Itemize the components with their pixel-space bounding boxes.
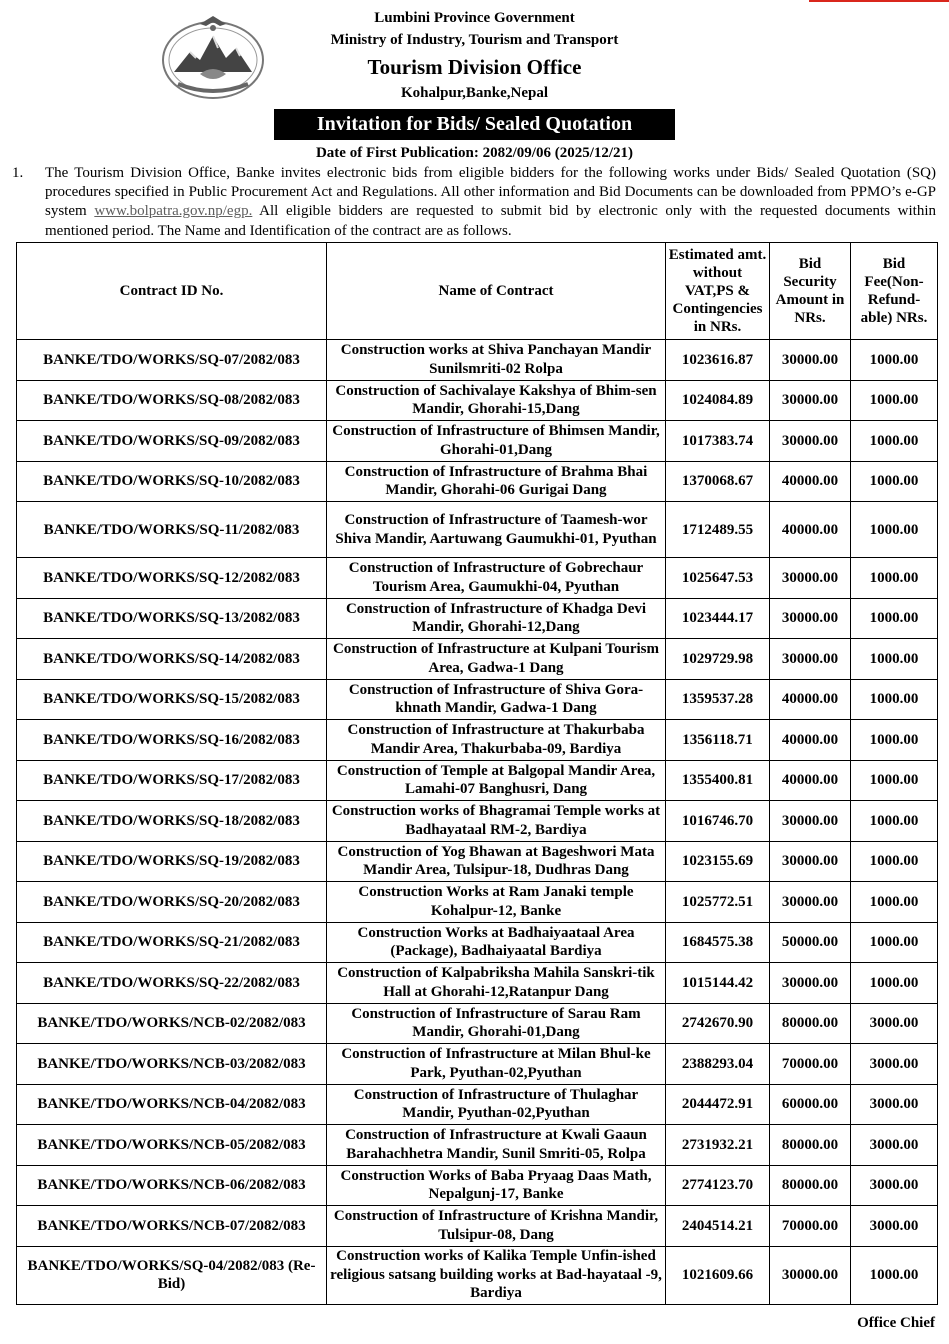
estimated-amount: 1015144.42 bbox=[666, 963, 770, 1004]
contract-name: Construction of Infrastructure of Khadga Devi Mandir, Ghorahi-12,Dang bbox=[327, 598, 666, 639]
header-bid-security: Bid Security Amount in NRs. bbox=[770, 243, 851, 340]
bid-fee: 1000.00 bbox=[851, 502, 938, 558]
intro-text-end: All eligible bidders are requested to submit bid by electronic only with the requested documents within mentioned period. The Name and Identification of the contract are as follows. bbox=[45, 203, 937, 239]
contract-id: BANKE/TDO/WORKS/SQ-19/2082/083 bbox=[17, 841, 327, 882]
estimated-amount: 1023444.17 bbox=[666, 598, 770, 639]
table-row bbox=[17, 1246, 938, 1304]
contract-name: Construction of Infrastructure of Taamesh-wor Shiva Mandir, Aartuwang Gaumukhi-01, Pyuthan bbox=[327, 502, 666, 558]
contract-name: Construction Works at Badhaiyaataal Area (Package), Badhaiyaatal Bardiya bbox=[327, 922, 666, 963]
bid-fee: 1000.00 bbox=[851, 679, 938, 720]
office-chief-signature: Office Chief bbox=[857, 1315, 935, 1331]
contract-name: Construction of Infrastructure at Milan Bhul-ke Park, Pyuthan-02,Pyuthan bbox=[327, 1044, 666, 1085]
bid-fee: 1000.00 bbox=[851, 841, 938, 882]
contract-name: Construction of Infrastructure of Shiva Gora-khnath Mandir, Gadwa-1 Dang bbox=[327, 679, 666, 720]
contract-name: Construction of Infrastructure of Bhimsen Mandir, Ghorahi-01,Dang bbox=[327, 421, 666, 462]
contract-name: Construction of Yog Bhawan at Bageshwori Mata Mandir Area, Tulsipur-18, Dudhras Dang bbox=[327, 841, 666, 882]
table-row bbox=[17, 639, 938, 680]
header-contract-name: Name of Contract bbox=[327, 243, 666, 340]
bid-security: 30000.00 bbox=[770, 380, 851, 421]
bid-security: 40000.00 bbox=[770, 760, 851, 801]
bid-security: 80000.00 bbox=[770, 1165, 851, 1206]
bid-security: 30000.00 bbox=[770, 340, 851, 381]
bid-security: 40000.00 bbox=[770, 720, 851, 761]
bid-security: 40000.00 bbox=[770, 461, 851, 502]
bid-security: 80000.00 bbox=[770, 1003, 851, 1044]
paragraph-number: 1. bbox=[12, 165, 24, 181]
contract-name: Construction of Temple at Balgopal Mandir Area, Lamahi-07 Banghusri, Dang bbox=[327, 760, 666, 801]
contract-id: BANKE/TDO/WORKS/SQ-14/2082/083 bbox=[17, 639, 327, 680]
contract-id: BANKE/TDO/WORKS/SQ-21/2082/083 bbox=[17, 922, 327, 963]
contract-name: Construction of Infrastructure at Kulpani Tourism Area, Gadwa-1 Dang bbox=[327, 639, 666, 680]
estimated-amount: 1712489.55 bbox=[666, 502, 770, 558]
bid-fee: 1000.00 bbox=[851, 639, 938, 680]
publication-date: Date of First Publication: 2082/09/06 (2025/12/21) bbox=[315, 145, 634, 161]
bid-fee: 1000.00 bbox=[851, 922, 938, 963]
header-contract-id: Contract ID No. bbox=[17, 243, 327, 340]
estimated-amount: 1017383.74 bbox=[666, 421, 770, 462]
table-row bbox=[17, 1165, 938, 1206]
bid-security: 80000.00 bbox=[770, 1125, 851, 1166]
bid-fee: 3000.00 bbox=[851, 1044, 938, 1085]
egp-link[interactable]: www.bolpatra.gov.np/egp. bbox=[94, 203, 253, 220]
bid-security: 30000.00 bbox=[770, 841, 851, 882]
bid-fee: 1000.00 bbox=[851, 801, 938, 842]
header-bid-fee: Bid Fee(Non-Refund-able) NRs. bbox=[851, 243, 938, 340]
contract-id: BANKE/TDO/WORKS/SQ-07/2082/083 bbox=[17, 340, 327, 381]
estimated-amount: 1016746.70 bbox=[666, 801, 770, 842]
bid-fee: 3000.00 bbox=[851, 1003, 938, 1044]
notice-banner: Invitation for Bids/ Sealed Quotation bbox=[274, 109, 675, 140]
contract-name: Construction of Infrastructure at Thakurbaba Mandir Area, Thakurbaba-09, Bardiya bbox=[327, 720, 666, 761]
contract-name: Construction of Infrastructure at Kwali Gaaun Barahachhetra Mandir, Sunil Smriti-05, Rolpa bbox=[327, 1125, 666, 1166]
contract-name: Construction works of Bhagramai Temple works at Badhayataal RM-2, Bardiya bbox=[327, 801, 666, 842]
contract-id: BANKE/TDO/WORKS/NCB-07/2082/083 bbox=[17, 1206, 327, 1247]
table-header-row bbox=[17, 243, 938, 340]
bid-fee: 1000.00 bbox=[851, 598, 938, 639]
bid-security: 40000.00 bbox=[770, 502, 851, 558]
estimated-amount: 1025647.53 bbox=[666, 558, 770, 599]
contract-id: BANKE/TDO/WORKS/SQ-13/2082/083 bbox=[17, 598, 327, 639]
bid-fee: 1000.00 bbox=[851, 421, 938, 462]
intro-text-start: The Tourism Division Office, Banke invites electronic bids from eligible bidders for the following works under Bids/ Sealed Quotation (SQ) procedures specified in Public Procurement Act and Regulations. All other information and Bid Documents can be downloaded from PPMO’s e-GP system bbox=[45, 165, 936, 220]
bid-security: 30000.00 bbox=[770, 421, 851, 462]
bid-security: 30000.00 bbox=[770, 963, 851, 1004]
bid-fee: 3000.00 bbox=[851, 1206, 938, 1247]
table-row bbox=[17, 421, 938, 462]
contract-id: BANKE/TDO/WORKS/SQ-04/2082/083 (Re-Bid) bbox=[17, 1246, 327, 1304]
bid-security: 60000.00 bbox=[770, 1084, 851, 1125]
contract-id: BANKE/TDO/WORKS/SQ-18/2082/083 bbox=[17, 801, 327, 842]
bid-security: 40000.00 bbox=[770, 679, 851, 720]
bid-security: 70000.00 bbox=[770, 1206, 851, 1247]
estimated-amount: 1023155.69 bbox=[666, 841, 770, 882]
table-row bbox=[17, 963, 938, 1004]
table-row bbox=[17, 598, 938, 639]
office-title: Tourism Division Office bbox=[367, 55, 582, 79]
bid-fee: 1000.00 bbox=[851, 558, 938, 599]
table-row bbox=[17, 1206, 938, 1247]
contract-name: Construction of Infrastructure of Sarau Ram Mandir, Ghorahi-01,Dang bbox=[327, 1003, 666, 1044]
contract-id: BANKE/TDO/WORKS/NCB-06/2082/083 bbox=[17, 1165, 327, 1206]
table-row bbox=[17, 1003, 938, 1044]
contract-name: Construction of Kalpabriksha Mahila Sanskri-tik Hall at Ghorahi-12,Ratanpur Dang bbox=[327, 963, 666, 1004]
top-red-rule bbox=[809, 0, 949, 2]
bid-fee: 3000.00 bbox=[851, 1165, 938, 1206]
contract-name: Construction Works at Ram Janaki temple Kohalpur-12, Banke bbox=[327, 882, 666, 923]
contract-name: Construction of Infrastructure of Gobrechaur Tourism Area, Gaumukhi-04, Pyuthan bbox=[327, 558, 666, 599]
table-row bbox=[17, 841, 938, 882]
bid-security: 30000.00 bbox=[770, 882, 851, 923]
contract-id: BANKE/TDO/WORKS/SQ-08/2082/083 bbox=[17, 380, 327, 421]
office-address: Kohalpur,Banke,Nepal bbox=[401, 85, 548, 101]
contract-id: BANKE/TDO/WORKS/SQ-20/2082/083 bbox=[17, 882, 327, 923]
bid-fee: 3000.00 bbox=[851, 1125, 938, 1166]
bid-security: 30000.00 bbox=[770, 598, 851, 639]
province-government-title: Lumbini Province Government bbox=[374, 10, 575, 26]
header-estimate: Estimated amt. without VAT,PS & Contingencies in NRs. bbox=[666, 243, 770, 340]
contract-id: BANKE/TDO/WORKS/NCB-02/2082/083 bbox=[17, 1003, 327, 1044]
estimated-amount: 2404514.21 bbox=[666, 1206, 770, 1247]
bid-fee: 1000.00 bbox=[851, 340, 938, 381]
contract-name: Construction of Sachivalaye Kakshya of Bhim-sen Mandir, Ghorahi-15,Dang bbox=[327, 380, 666, 421]
bid-security: 30000.00 bbox=[770, 1246, 851, 1304]
contract-name: Construction Works of Baba Pryaag Daas Math, Nepalgunj-17, Banke bbox=[327, 1165, 666, 1206]
bid-fee: 1000.00 bbox=[851, 963, 938, 1004]
estimated-amount: 2731932.21 bbox=[666, 1125, 770, 1166]
bid-security: 30000.00 bbox=[770, 558, 851, 599]
table-row bbox=[17, 922, 938, 963]
table-row bbox=[17, 679, 938, 720]
contracts-table bbox=[16, 242, 938, 1305]
bid-fee: 3000.00 bbox=[851, 1084, 938, 1125]
estimated-amount: 1355400.81 bbox=[666, 760, 770, 801]
contract-id: BANKE/TDO/WORKS/NCB-04/2082/083 bbox=[17, 1084, 327, 1125]
contract-id: BANKE/TDO/WORKS/SQ-10/2082/083 bbox=[17, 461, 327, 502]
table-row bbox=[17, 1044, 938, 1085]
estimated-amount: 1023616.87 bbox=[666, 340, 770, 381]
bid-fee: 1000.00 bbox=[851, 380, 938, 421]
estimated-amount: 1021609.66 bbox=[666, 1246, 770, 1304]
contract-id: BANKE/TDO/WORKS/SQ-09/2082/083 bbox=[17, 421, 327, 462]
table-row bbox=[17, 380, 938, 421]
estimated-amount: 2774123.70 bbox=[666, 1165, 770, 1206]
bid-security: 50000.00 bbox=[770, 922, 851, 963]
contract-name: Construction of Infrastructure of Brahma Bhai Mandir, Ghorahi-06 Gurigai Dang bbox=[327, 461, 666, 502]
contract-id: BANKE/TDO/WORKS/SQ-16/2082/083 bbox=[17, 720, 327, 761]
contract-name: Construction of Infrastructure of Thulaghar Mandir, Pyuthan-02,Pyuthan bbox=[327, 1084, 666, 1125]
table-row bbox=[17, 461, 938, 502]
contract-name: Construction works at Shiva Panchayan Mandir Sunilsmriti-02 Rolpa bbox=[327, 340, 666, 381]
table-row bbox=[17, 760, 938, 801]
table-row bbox=[17, 1125, 938, 1166]
bid-security: 30000.00 bbox=[770, 639, 851, 680]
bid-security: 30000.00 bbox=[770, 801, 851, 842]
estimated-amount: 2388293.04 bbox=[666, 1044, 770, 1085]
estimated-amount: 1356118.71 bbox=[666, 720, 770, 761]
bid-security: 70000.00 bbox=[770, 1044, 851, 1085]
bid-fee: 1000.00 bbox=[851, 461, 938, 502]
contract-name: Construction works of Kalika Temple Unfin-ished religious satsang building works at Bad-hayataal -9, Bardiya bbox=[327, 1246, 666, 1304]
table-row bbox=[17, 340, 938, 381]
estimated-amount: 1024084.89 bbox=[666, 380, 770, 421]
intro-paragraph bbox=[12, 164, 936, 241]
bid-fee: 1000.00 bbox=[851, 882, 938, 923]
bid-fee: 1000.00 bbox=[851, 1246, 938, 1304]
table-row bbox=[17, 558, 938, 599]
estimated-amount: 1025772.51 bbox=[666, 882, 770, 923]
table-row bbox=[17, 801, 938, 842]
estimated-amount: 1370068.67 bbox=[666, 461, 770, 502]
contract-id: BANKE/TDO/WORKS/SQ-11/2082/083 bbox=[17, 502, 327, 558]
table-row bbox=[17, 882, 938, 923]
bid-fee: 1000.00 bbox=[851, 760, 938, 801]
estimated-amount: 1359537.28 bbox=[666, 679, 770, 720]
estimated-amount: 1684575.38 bbox=[666, 922, 770, 963]
contract-id: BANKE/TDO/WORKS/SQ-22/2082/083 bbox=[17, 963, 327, 1004]
bid-fee: 1000.00 bbox=[851, 720, 938, 761]
contract-id: BANKE/TDO/WORKS/SQ-15/2082/083 bbox=[17, 679, 327, 720]
contract-id: BANKE/TDO/WORKS/NCB-03/2082/083 bbox=[17, 1044, 327, 1085]
estimated-amount: 1029729.98 bbox=[666, 639, 770, 680]
table-row bbox=[17, 720, 938, 761]
table-row bbox=[17, 1084, 938, 1125]
contract-id: BANKE/TDO/WORKS/SQ-17/2082/083 bbox=[17, 760, 327, 801]
ministry-title: Ministry of Industry, Tourism and Transport bbox=[330, 32, 619, 48]
contract-id: BANKE/TDO/WORKS/SQ-12/2082/083 bbox=[17, 558, 327, 599]
estimated-amount: 2044472.91 bbox=[666, 1084, 770, 1125]
estimated-amount: 2742670.90 bbox=[666, 1003, 770, 1044]
contract-id: BANKE/TDO/WORKS/NCB-05/2082/083 bbox=[17, 1125, 327, 1166]
contract-name: Construction of Infrastructure of Krishna Mandir, Tulsipur-08, Dang bbox=[327, 1206, 666, 1247]
table-row bbox=[17, 502, 938, 558]
